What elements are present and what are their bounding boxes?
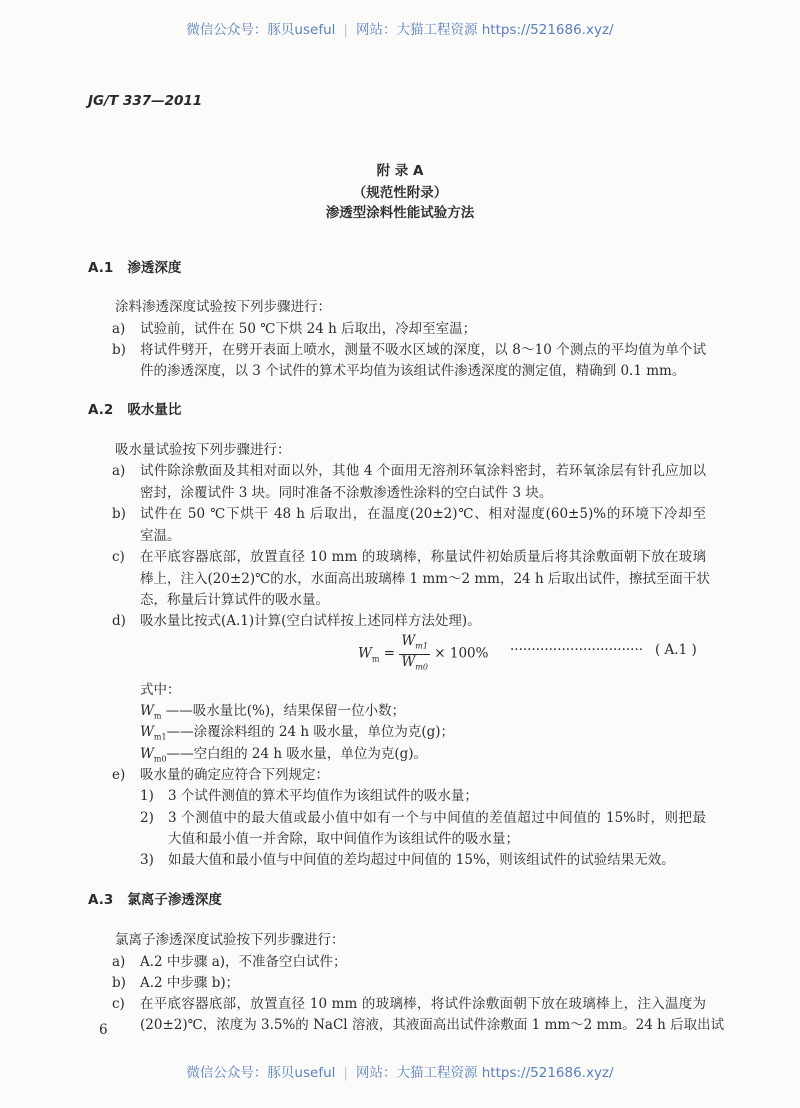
standard-number: JG/T 337—2011 [88,93,203,109]
section-heading-a3: A.3 氯离子渗透深度 [88,892,222,908]
list-label: a) [112,321,126,337]
list-label: b) [112,342,126,358]
sublist-item: 大值和最小值一并舍除，取中间值作为该组试件的吸水量； [168,831,519,847]
list-label: c) [112,549,125,565]
sublist-label: 1) [140,788,154,804]
watermark-site: 网站：大猫工程资源 https://521686.xyz/ [355,1065,614,1081]
sublist-item: 3 个试件测值的算术平均值作为该组试件的吸水量； [168,788,478,804]
list-label: e) [112,767,126,783]
a3-intro: 氯离子渗透深度试验按下列步骤进行： [115,932,345,948]
watermark-separator: | [343,22,348,38]
watermark-top [0,18,800,38]
list-item: 吸水量比按式(A.1)计算(空白试样按上述同样方法处理)。 [140,613,481,629]
where-label: 式中： [140,682,181,698]
variable-definition: $W_{m1}——$涂覆涂料组的 24 h 吸水量，单位为克(g)； [140,724,454,742]
watermark-wechat: 微信公众号：豚贝useful [186,1065,336,1081]
sublist-label: 3) [140,852,154,868]
formula-leader-dots: ······························· [510,642,644,658]
list-item: 在平底容器底部，放置直径 10 mm 的玻璃棒，称量试件初始质量后将其涂敷面朝下放在玻璃 [140,549,706,565]
list-item: A.2 中步骤 a)，不准备空白试件； [140,954,347,970]
formula-a1: $W_m$ = $\frac{W_{m1}}{W_{m0}}$ × 100% [358,634,488,675]
list-item: 密封，涂覆试件 3 块。同时准备不涂敷渗透性涂料的空白试件 3 块。 [140,485,553,501]
sublist-item: 如最大值和最小值与中间值的差均超过中间值的 15%，则该组试件的试验结果无效。 [168,852,675,868]
list-label: b) [112,975,126,991]
list-item: 试件除涂敷面及其相对面以外，其他 4 个面用无溶剂环氧涂料密封，若环氧涂层有针孔应加以 [140,463,706,479]
a2-intro: 吸水量试验按下列步骤进行： [115,442,291,458]
list-item: 吸水量的确定应符合下列规定： [140,767,329,783]
appendix-type: （规范性附录） [352,185,448,201]
watermark-wechat: 微信公众号：豚贝useful [186,22,336,38]
watermark-bottom [0,1061,800,1081]
a1-intro: 涂料渗透深度试验按下列步骤进行： [115,299,331,315]
variable-definition: $W_m$ ——吸水量比(%)，结果保留一位小数； [140,703,406,721]
watermark-site: 网站：大猫工程资源 https://521686.xyz/ [355,22,614,38]
list-item: A.2 中步骤 b)； [140,975,240,991]
appendix-name: 渗透型涂料性能试验方法 [325,205,475,221]
appendix-title: 附 录 A [376,163,424,179]
list-item: 将试件劈开，在劈开表面上喷水，测量不吸水区域的深度，以 8～10 个测点的平均值为单个试 [140,342,706,358]
watermark-separator: | [343,1065,348,1081]
list-label: a) [112,463,126,479]
list-item: 件的渗透深度，以 3 个试件的算术平均值为该组试件渗透深度的测定值，精确到 0.1 mm。 [140,363,686,379]
list-label: d) [112,613,126,629]
sublist-label: 2) [140,810,154,826]
list-item: 态，称量后计算试件的吸水量。 [140,592,329,608]
formula-number: ( A.1 ) [655,642,697,658]
list-item: 在平底容器底部，放置直径 10 mm 的玻璃棒，将试件涂敷面朝下放在玻璃棒上，注入温度为 [140,996,706,1012]
list-item: (20±2)℃，浓度为 3.5%的 NaCl 溶液，其液面高出试件涂敷面 1 mm～2 mm。24 h 后取出试 [140,1017,725,1033]
list-item: 试件在 50 ℃下烘干 48 h 后取出，在温度(20±2)℃、相对湿度(60±5)%的环境下冷却至 [140,506,706,522]
list-label: a) [112,954,126,970]
formula-fraction: $\frac{W_{m1}}{W_{m0}}$ [401,633,428,672]
list-label: b) [112,506,126,522]
list-item: 棒上，注入(20±2)℃的水，水面高出玻璃棒 1 mm～2 mm，24 h 后取出试件，擦拭至面干状 [140,571,710,587]
variable-definition: $W_{m0}——$空白组的 24 h 吸水量，单位为克(g)。 [140,746,427,764]
sublist-item: 3 个测值中的最大值或最小值中如有一个与中间值的差值超过中间值的 15%时，则把最 [168,810,706,826]
list-item: 室温。 [140,528,181,544]
section-heading-a2: A.2 吸水量比 [88,402,182,418]
list-item: 试验前，试件在 50 ℃下烘 24 h 后取出，冷却至室温； [140,321,477,337]
section-heading-a1: A.1 渗透深度 [88,260,182,276]
page-number: 6 [99,1022,108,1038]
list-label: c) [112,996,125,1012]
